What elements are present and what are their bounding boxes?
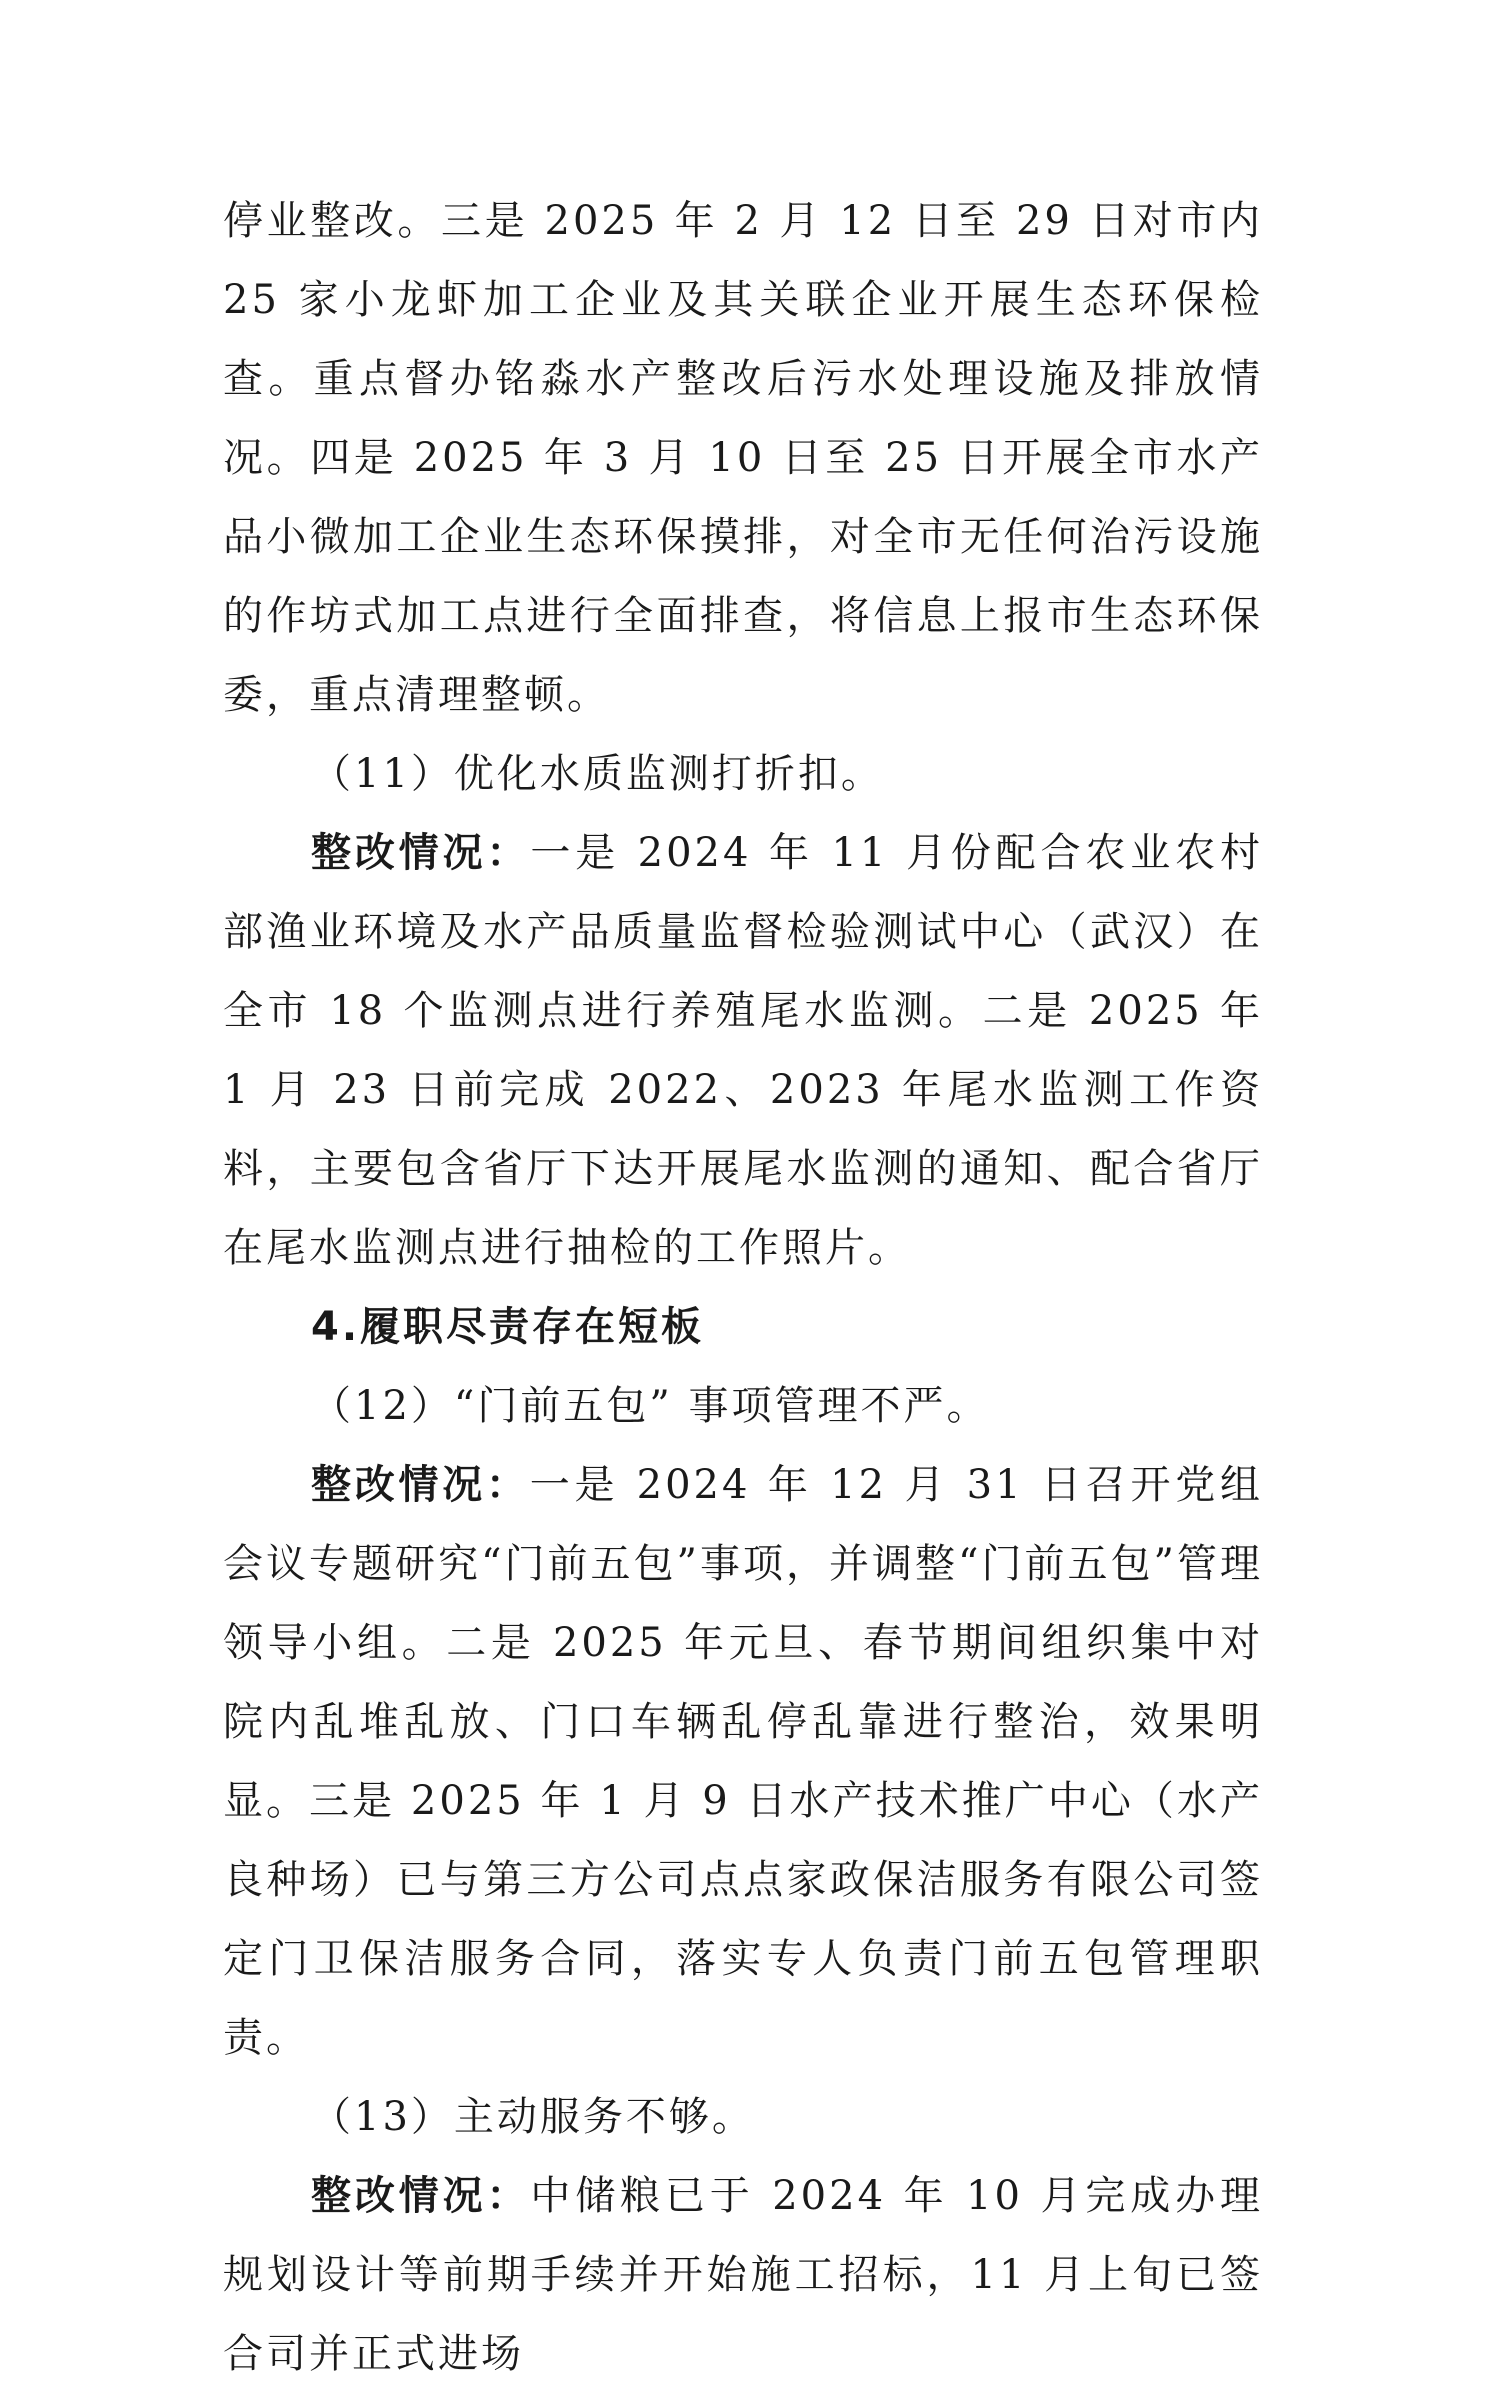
paragraph-rectification-continuation <box>223 182 1263 735</box>
paragraph-text: 一是 2024 年 12 月 31 日召开党组会议专题研究“门前五包”事项，并调整“门前五包”管理领导小组。二是 2025 年元旦、春节期间组织集中对院内乱堆乱放、门口车辆乱停乱靠进行整治，效果明显。三是 2025 年 1 月 9 日水产技术推广中心（水产良种场）已与第三方公司点点家政保洁服务有限公司签定门卫保洁服务合同，落实专人负责门前五包管理职责。 <box>223 1462 1263 2061</box>
item-12-title <box>223 1367 1263 1446</box>
item-13-title <box>223 2078 1263 2157</box>
item-13-rectification <box>223 2157 1263 2394</box>
rectification-label: 整改情况： <box>311 1462 530 1508</box>
rectification-label: 整改情况： <box>311 830 531 876</box>
item-11-rectification <box>223 814 1263 1288</box>
paragraph-text: 中储粮已于 2024 年 10 月完成办理规划设计等前期手续并开始施工招标，11 月上旬已签合司并正式进场 <box>223 2173 1263 2377</box>
document-body <box>223 182 1263 2394</box>
section-heading <box>223 1288 1263 1367</box>
paragraph-text: 停业整改。三是 2025 年 2 月 12 日至 29 日对市内 25 家小龙虾加工企业及其关联企业开展生态环保检查。重点督办铭淼水产整改后污水处理设施及排放情况。四是 2025 年 3 月 10 日至 25 日开展全市水产品小微加工企业生态环保摸排，对全市无任何治污设施的作坊式加工点进行全面排查，将信息上报市生态环保委，重点清理整顿。 <box>223 198 1263 718</box>
rectification-label: 整改情况： <box>311 2173 531 2219</box>
item-title-text: （12）“门前五包” 事项管理不严。 <box>311 1383 990 1429</box>
paragraph-text: 一是 2024 年 11 月份配合农业农村部渔业环境及水产品质量监督检验测试中心（武汉）在全市 18 个监测点进行养殖尾水监测。二是 2025 年 1 月 23 日前完成 2022、2023 年尾水监测工作资料，主要包含省厅下达开展尾水监测的通知、配合省厅在尾水监测点进行抽检的工作照片。 <box>223 830 1263 1271</box>
item-12-rectification <box>223 1446 1263 2078</box>
item-title-text: （11）优化水质监测打折扣。 <box>311 751 884 797</box>
section-heading-text: 4.履职尽责存在短板 <box>311 1304 705 1350</box>
item-title-text: （13）主动服务不够。 <box>311 2094 755 2140</box>
item-11-title <box>223 735 1263 814</box>
